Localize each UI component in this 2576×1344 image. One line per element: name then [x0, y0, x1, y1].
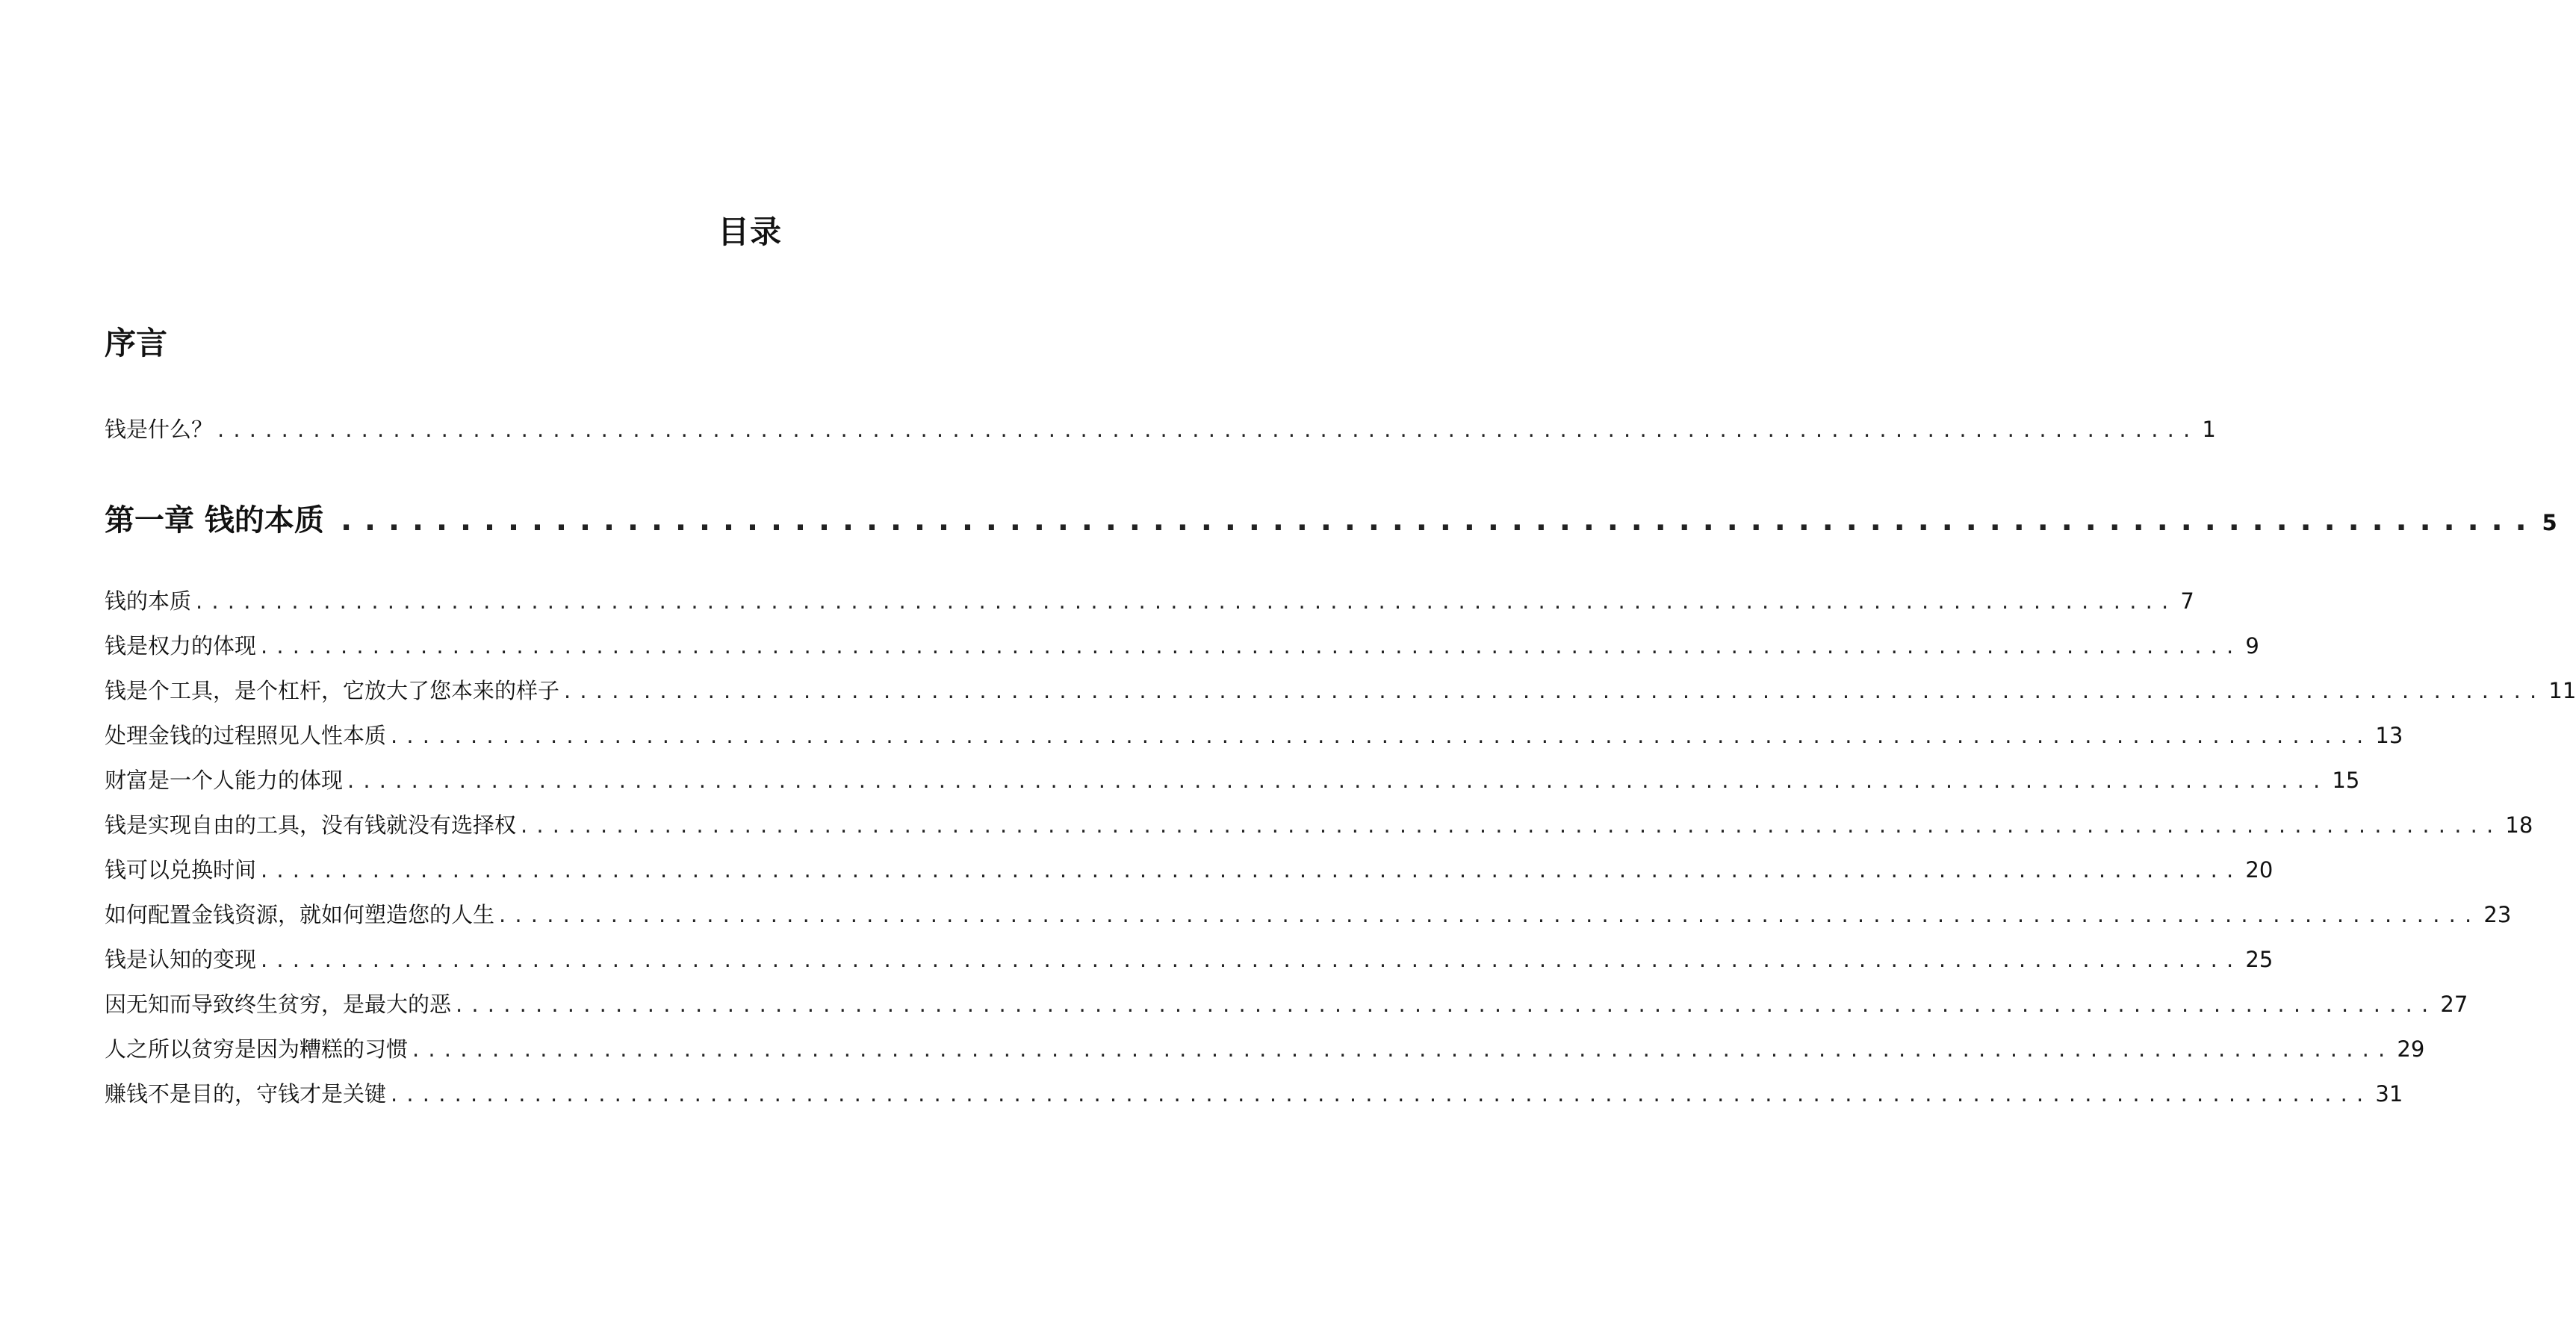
- entry-page-number: 7: [2180, 588, 2194, 614]
- entry-page-number: 9: [2245, 633, 2259, 659]
- entry-label: 钱是认知的变现: [105, 947, 257, 972]
- chapter-page-number: 5: [2542, 510, 2557, 535]
- toc-entry[interactable]: [105, 945, 2274, 974]
- entry-page-number: 25: [2245, 947, 2274, 972]
- toc-title: 目录: [718, 214, 783, 250]
- entry-page-number: 11: [2548, 678, 2576, 703]
- entry-page-number: 29: [2397, 1036, 2425, 1062]
- dot-leader: ............................................................................................................................: [499, 902, 2481, 927]
- preface-heading: 序言: [105, 325, 168, 361]
- toc-entry[interactable]: [105, 1034, 2425, 1064]
- dot-leader: ............................................................................................................................: [261, 633, 2243, 659]
- entry-page-number: 13: [2375, 723, 2403, 748]
- toc-entry[interactable]: [105, 631, 2259, 661]
- dot-leader: ............................................................................................................................: [456, 992, 2438, 1017]
- entry-label: 如何配置金钱资源，就如何塑造您的人生: [105, 902, 495, 927]
- dot-leader: ............................................................................................................................: [196, 588, 2178, 614]
- dot-leader: ............................................................................................................................: [261, 857, 2243, 883]
- dot-leader: ............................................................................................................................: [261, 947, 2243, 972]
- entry-label: 钱是权力的体现: [105, 633, 257, 659]
- entry-label: 赚钱不是目的，守钱才是关键: [105, 1081, 387, 1107]
- toc-entry[interactable]: [105, 810, 2533, 840]
- entry-page-number: 18: [2505, 812, 2533, 838]
- entry-label: 财富是一个人能力的体现: [105, 768, 344, 793]
- entry-page-number: 23: [2483, 902, 2512, 927]
- toc-entry[interactable]: [105, 900, 2512, 930]
- entry-label: 因无知而导致终生贫穷，是最大的恶: [105, 992, 452, 1017]
- entry-label: 钱的本质: [105, 588, 192, 614]
- entry-page-number: 27: [2440, 992, 2468, 1017]
- toc-entry[interactable]: [105, 586, 2194, 616]
- toc-entry-preface-1[interactable]: [105, 414, 2216, 444]
- toc-entry[interactable]: [105, 989, 2468, 1019]
- toc-entry[interactable]: [105, 1079, 2403, 1109]
- chapter-title: 第一章 钱的本质: [105, 503, 324, 538]
- dot-leader: ............................................................................................................................: [412, 1036, 2395, 1062]
- dot-leader: ............................................................................................................................: [521, 812, 2503, 838]
- entry-label: 钱是实现自由的工具，没有钱就没有选择权: [105, 812, 517, 838]
- dot-leader: ............................................................................................................................: [564, 678, 2546, 703]
- toc-entry[interactable]: [105, 765, 2360, 795]
- entry-label: 钱可以兑换时间: [105, 857, 257, 883]
- dot-leader: ............................................................................................: [340, 503, 2539, 538]
- entry-page-number: 1: [2202, 417, 2216, 442]
- dot-leader: ............................................................................................................................: [391, 1081, 2373, 1107]
- dot-leader: ............................................................................................................................: [391, 723, 2373, 748]
- toc-chapter-1[interactable]: [105, 500, 2557, 543]
- entry-page-number: 20: [2245, 857, 2274, 883]
- entry-page-number: 31: [2375, 1081, 2403, 1107]
- entry-label: 钱是什么？: [105, 417, 214, 442]
- entry-label: 钱是个工具，是个杠杆，它放大了您本来的样子: [105, 678, 560, 703]
- dot-leader: ............................................................................................................................: [217, 417, 2200, 442]
- toc-entry[interactable]: [105, 721, 2403, 750]
- dot-leader: ............................................................................................................................: [347, 768, 2330, 793]
- entry-page-number: 15: [2332, 768, 2360, 793]
- toc-entry[interactable]: [105, 676, 2576, 706]
- toc-entry[interactable]: [105, 855, 2274, 885]
- entry-label: 人之所以贫穷是因为糟糕的习惯: [105, 1036, 409, 1062]
- entry-label: 处理金钱的过程照见人性本质: [105, 723, 387, 748]
